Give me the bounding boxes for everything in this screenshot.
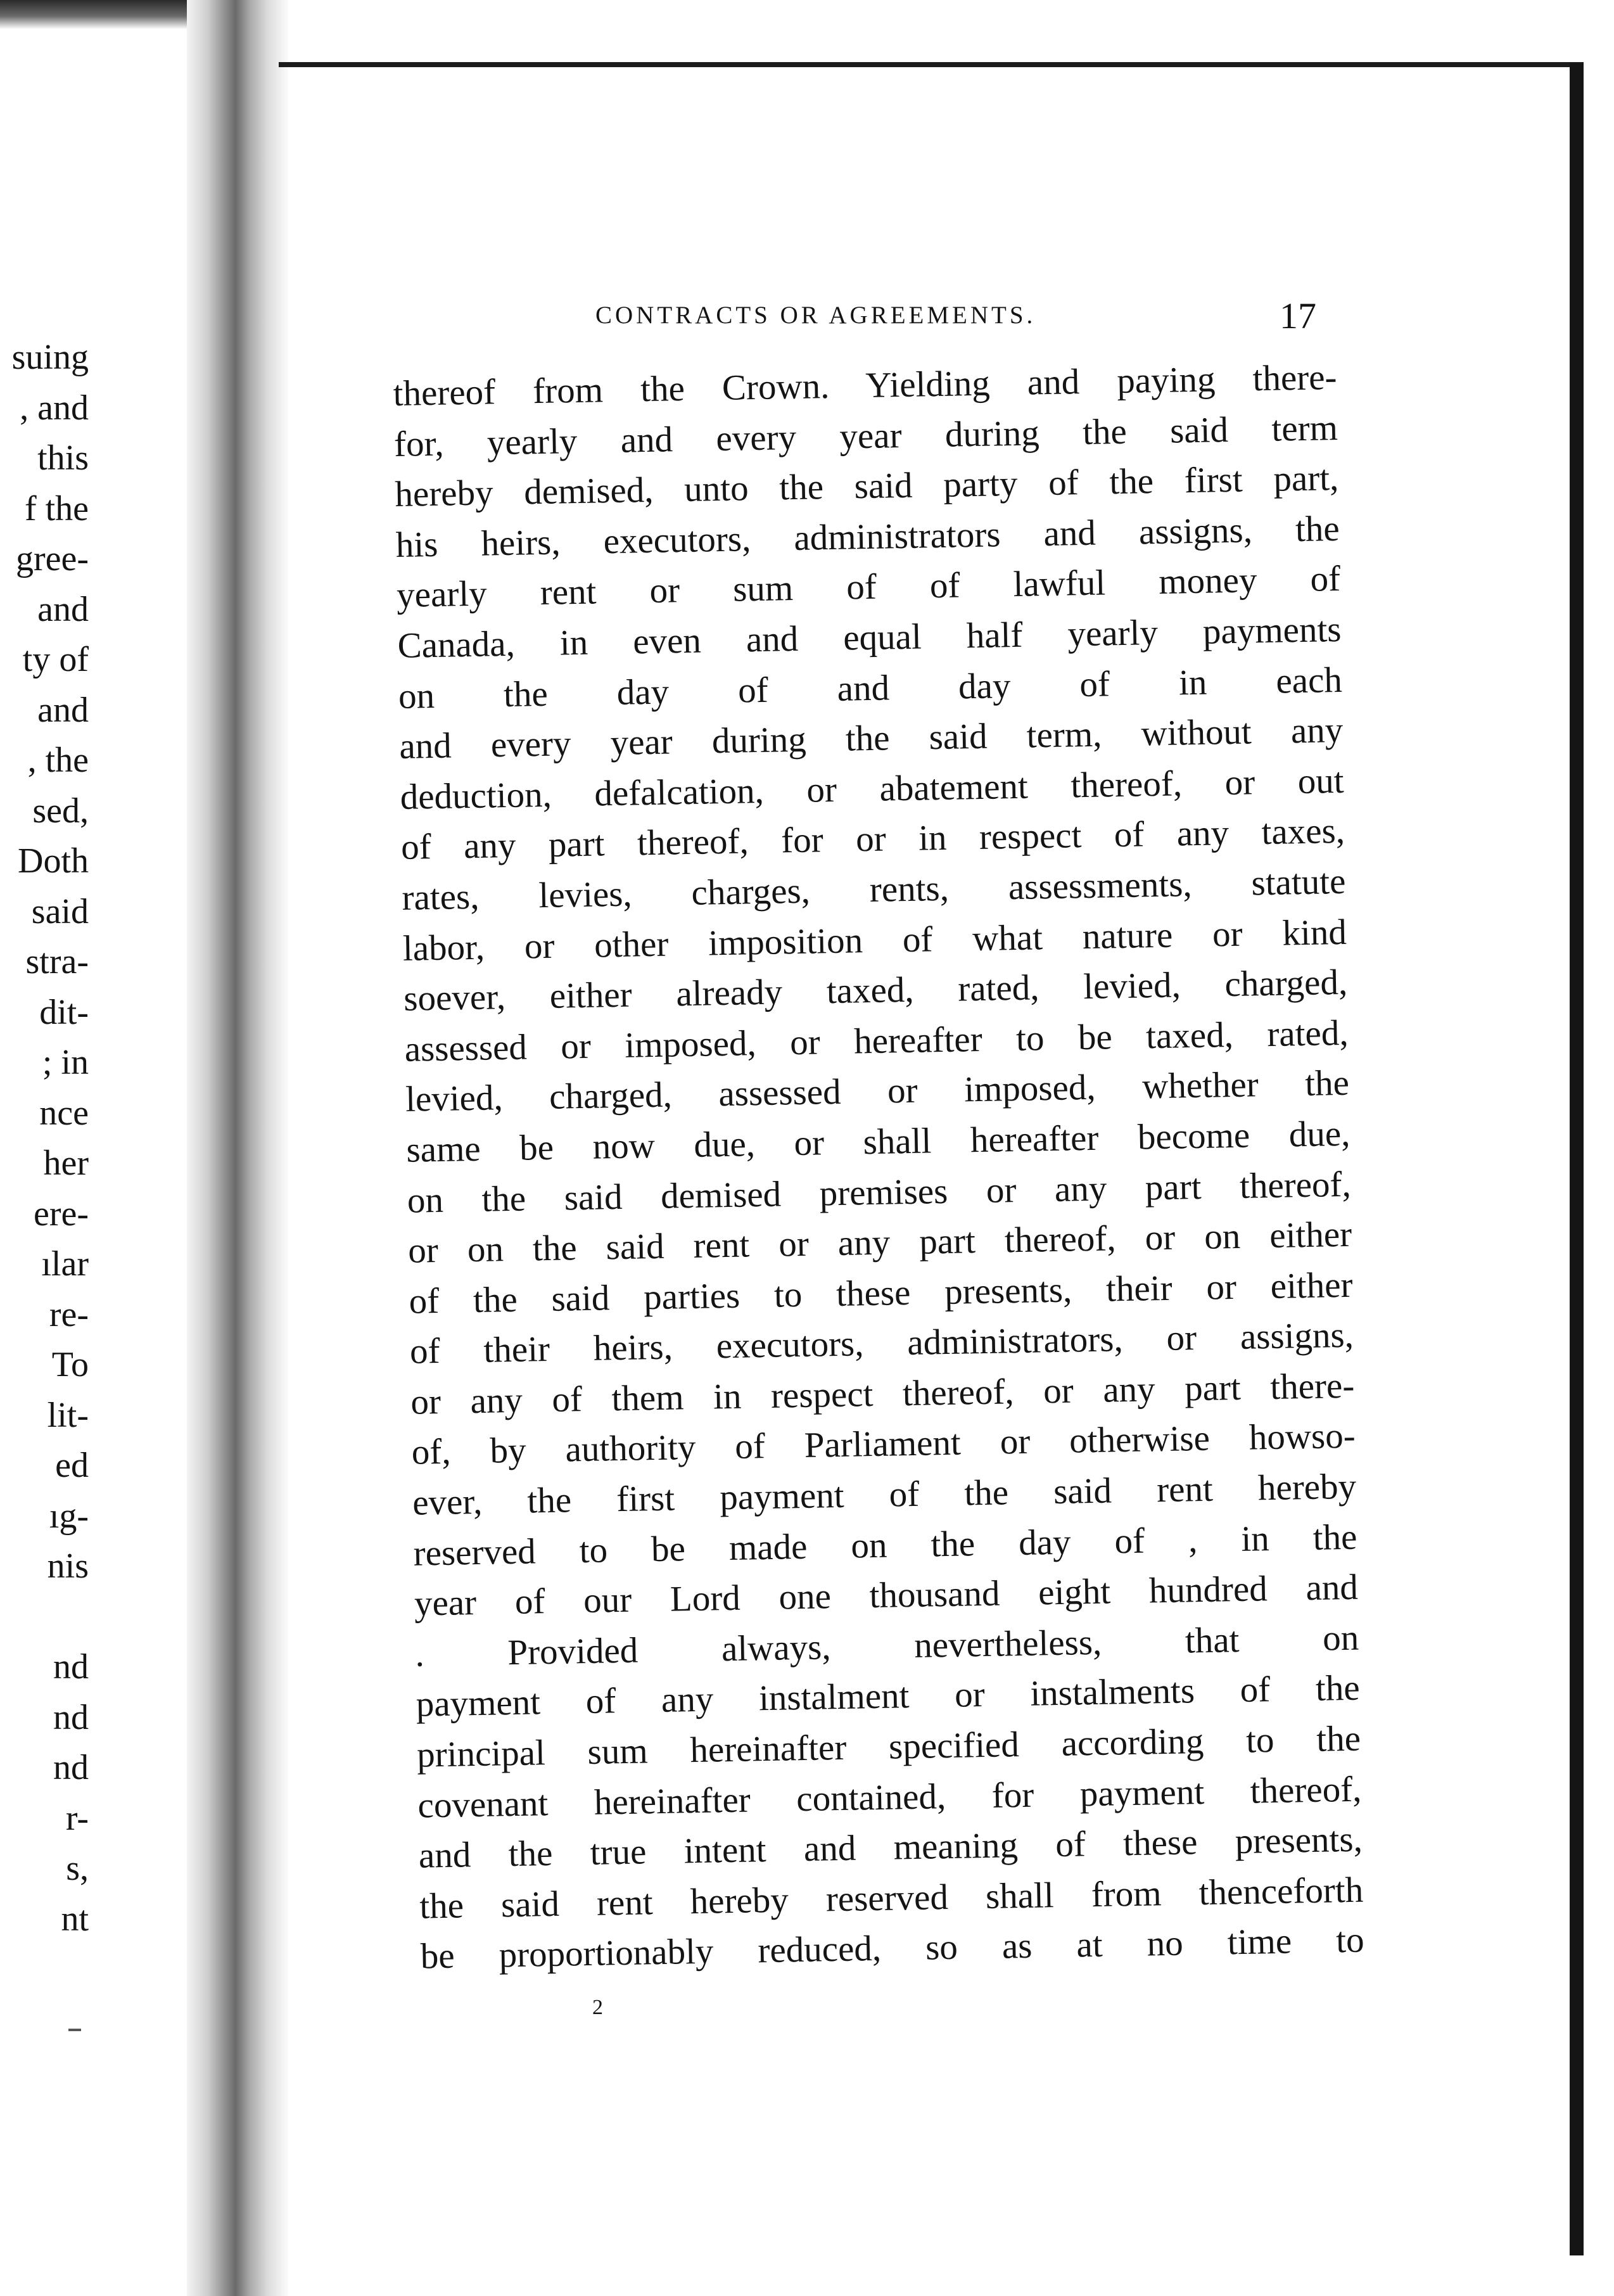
fragment-line: stra- [25, 942, 89, 981]
text-line: on the day of and day of in each [398, 660, 1343, 717]
text-line: rates, levies, charges, rents, assessments, statute [402, 861, 1346, 918]
text-line: on the said demised premises or any part thereof, [407, 1164, 1352, 1221]
text-line: levied, charged, assessed or imposed, whether the [405, 1063, 1350, 1120]
text-line: be proportionably reduced, so as at no time to [420, 1920, 1365, 1977]
fragment-line: nd [53, 1697, 89, 1737]
text-line: hereby demised, unto the said party of the first part, [394, 458, 1339, 515]
text-line: for, yearly and every year during the said term [393, 407, 1338, 464]
fragment-line: and [37, 589, 89, 629]
fragment-line: ıg- [49, 1496, 89, 1536]
fragment-line [0, 1592, 89, 1643]
text-line: yearly rent or sum of of lawful money of [396, 559, 1341, 616]
text-line: labor, or other imposition of what nature or kind [402, 912, 1347, 969]
fragment-line: suing [11, 338, 89, 377]
text-line: or any of them in respect thereof, or any part there- [410, 1365, 1355, 1422]
text-line: soever, either already taxed, rated, levied, charged, [403, 962, 1348, 1019]
fragment-line: gree- [15, 539, 89, 578]
page-top-border [279, 62, 1584, 67]
fragment-line: nis [47, 1547, 89, 1586]
text-line: same be now due, or shall hereafter become due, [405, 1113, 1350, 1170]
text-line: principal sum hereinafter specified according to the [416, 1718, 1361, 1775]
fragment-line: dit- [39, 992, 89, 1032]
text-line: ever, the first payment of the said rent hereby [412, 1466, 1357, 1523]
fragment-line: and [37, 690, 89, 730]
fragment-line: re- [49, 1294, 89, 1334]
fragment-line: nce [39, 1093, 89, 1133]
fragment-line: nt [61, 1899, 89, 1939]
fragment-line: , and [20, 388, 89, 428]
text-line: or on the said rent or any part thereof, or on either [407, 1214, 1352, 1271]
signature-mark: 2 [592, 1996, 603, 2019]
fragment-line: To [51, 1345, 89, 1384]
fragment-line: ılar [41, 1244, 89, 1284]
book-gutter-shadow [187, 0, 288, 2296]
page-right-border [1570, 63, 1584, 2255]
text-line: his heirs, executors, administrators and assigns, the [395, 508, 1340, 565]
text-line: of the said parties to these presents, their or either [409, 1265, 1354, 1322]
text-line: . Provided always, nevertheless, that on [414, 1617, 1359, 1674]
page-number: 17 [1280, 295, 1316, 336]
stray-ink-mark [68, 2029, 81, 2031]
fragment-line: Doth [18, 841, 89, 881]
text-line: year of our Lord one thousand eight hundred and [414, 1567, 1359, 1624]
fragment-line: nd [53, 1748, 89, 1787]
fragment-line: nd [53, 1647, 89, 1687]
text-line: reserved to be made on the day of , in the [413, 1517, 1357, 1574]
fragment-line: lit- [47, 1395, 89, 1435]
text-line: payment of any instalment or instalments of the [416, 1668, 1361, 1725]
previous-page-fragments [0, 333, 89, 1944]
text-line: of any part thereof, for or in respect of any taxes, [400, 811, 1345, 868]
text-line: of, by authority of Parliament or otherwise howso- [411, 1416, 1356, 1473]
fragment-line: s, [66, 1849, 89, 1888]
fragment-line: r- [65, 1798, 89, 1838]
fragment-line: ty of [22, 640, 89, 679]
fragment-line: this [37, 438, 89, 478]
text-line: deduction, defalcation, or abatement thereof, or out [400, 760, 1345, 817]
text-line: covenant hereinafter contained, for payment thereof, [417, 1769, 1362, 1826]
fragment-line: said [31, 891, 89, 931]
fragment-line: , the [27, 741, 89, 780]
text-line: and the true intent and meaning of these presents, [418, 1819, 1363, 1876]
book-top-edge [0, 0, 190, 29]
text-line: of their heirs, executors, administrators, or assigns, [409, 1315, 1354, 1372]
fragment-line: f the [24, 488, 89, 528]
fragment-line: sed, [32, 791, 89, 831]
body-text [393, 352, 1364, 1982]
text-line: Canada, in even and equal half yearly payments [397, 609, 1342, 666]
fragment-line: ere- [33, 1194, 89, 1234]
fragment-line: ; in [42, 1043, 89, 1082]
running-head: CONTRACTS OR AGREEMENTS. [595, 302, 1036, 329]
text-line: thereof from the Crown. Yielding and paying there- [393, 357, 1338, 414]
fragment-line: ed [55, 1446, 89, 1485]
fragment-line: her [43, 1144, 89, 1183]
text-line: and every year during the said term, without any [398, 710, 1344, 767]
text-line: the said rent hereby reserved shall from thenceforth [419, 1870, 1364, 1927]
text-line: assessed or imposed, or hereafter to be taxed, rated, [404, 1012, 1349, 1069]
